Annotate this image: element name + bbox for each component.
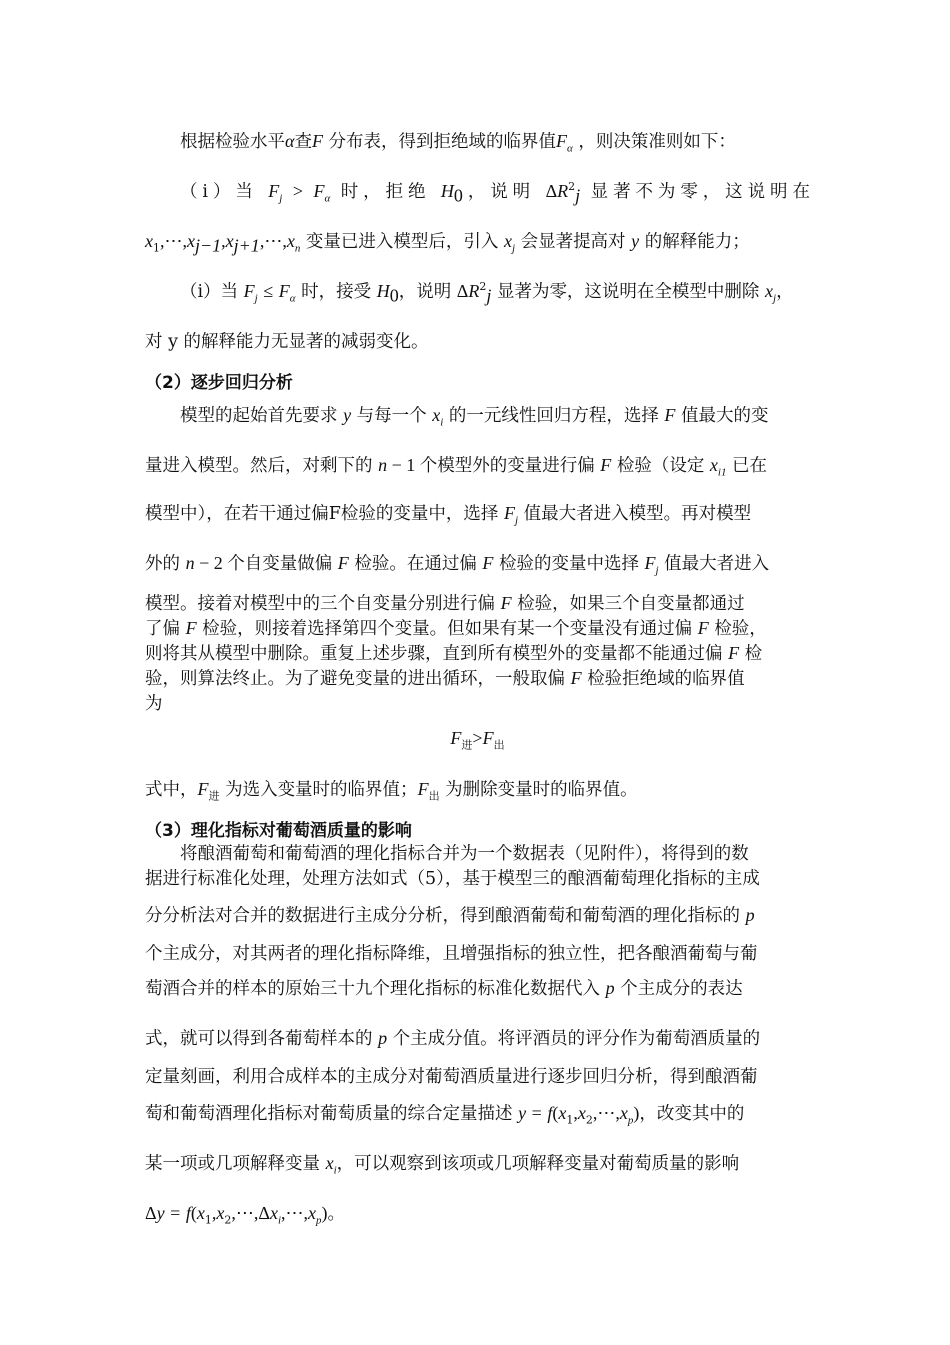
paragraph-line: 验，则算法终止。为了避免变量的进出循环，一般取偏 F 检验拒绝域的临界值 bbox=[145, 668, 745, 689]
paragraph-line: 模型中），在若干通过偏F检验的变量中，选择 $F_j$ 值最大者进入模型。再对模型 bbox=[145, 503, 752, 527]
paragraph-line: 对 y 的解释能力无显著的减弱变化。 bbox=[145, 332, 429, 352]
paragraph-line: 式中，$F_进$ 为选入变量时的临界值；$F_出$ 为删除变量时的临界值。 bbox=[145, 779, 638, 803]
paragraph-line: （ⅰ）当 $F_j > F_\alpha$ 时，拒绝 $H_0$，说明 $\Delta R^2_j$ 显著不为零，这说明在 bbox=[180, 180, 810, 206]
equation: $\Delta y = f(x_1,x_2,\cdots,\Delta x_i,\cdots,x_p)$。 bbox=[145, 1203, 346, 1227]
paragraph-line: 量进入模型。然后，对剩下的 n − 1 个模型外的变量进行偏 F 检验（设定 $x_{i1}$ 已在 bbox=[145, 455, 768, 479]
section-heading: （3）理化指标对葡萄酒质量的影响 bbox=[145, 821, 412, 841]
paragraph-line: 将酿酒葡萄和葡萄酒的理化指标合并为一个数据表（见附件），将得到的数 bbox=[180, 844, 749, 864]
paragraph-line: 则将其从模型中删除。重复上述步骤，直到所有模型外的变量都不能通过偏 F 检 bbox=[145, 643, 763, 664]
paragraph-line: 某一项或几项解释变量 $x_i$，可以观察到该项或几项解释变量对葡萄质量的影响 bbox=[145, 1153, 740, 1177]
paragraph-line: $x_1,\cdots,x_{j-1},x_{j+1},\cdots,x_n$ 变量已进入模型后，引入 $x_j$ 会显著提高对 y 的解释能力； bbox=[145, 231, 750, 256]
paragraph-line: 外的 n − 2 个自变量做偏 F 检验。在通过偏 F 检验的变量中选择 $F_j$ 值最大者进入 bbox=[145, 553, 770, 577]
paragraph-line: 定量刻画，利用合成样本的主成分对葡萄酒质量进行逐步回归分析，得到酿酒葡 bbox=[145, 1067, 758, 1087]
paragraph-line: 根据检验水平α查F 分布表，得到拒绝域的临界值$F_\alpha$ ，则决策准则如下： bbox=[180, 131, 736, 155]
paragraph-line: 模型的起始首先要求 y 与每一个 $x_i$ 的一元线性回归方程，选择 F 值最大的变 bbox=[180, 405, 769, 429]
paragraph-line: 了偏 F 检验，则接着选择第四个变量。但如果有某一个变量没有通过偏 F 检验， bbox=[145, 618, 767, 639]
paragraph-line: 为 bbox=[145, 694, 163, 714]
paragraph-line: 萄酒合并的样本的原始三十九个理化指标的标准化数据代入 p 个主成分的表达 bbox=[145, 978, 743, 999]
paragraph-line: 式，就可以得到各葡萄样本的 p 个主成分值。将评酒员的评分作为葡萄酒质量的 bbox=[145, 1028, 761, 1049]
paragraph-line: 模型。接着对模型中的三个自变量分别进行偏 F 检验，如果三个自变量都通过 bbox=[145, 593, 745, 614]
equation: $F_进>F_出$ bbox=[450, 728, 505, 752]
paragraph-line: 萄和葡萄酒理化指标对葡萄质量的综合定量描述 $y = f(x_1,x_2,\cdots,x_p)$，改变其中的 bbox=[145, 1103, 745, 1127]
paragraph-line: 个主成分，对其两者的理化指标降维，且增强指标的独立性，把各酿酒葡萄与葡 bbox=[145, 944, 758, 964]
section-heading: （2）逐步回归分析 bbox=[145, 373, 293, 393]
paragraph-line: （ⅰ）当 $F_j \le F_\alpha$ 时，接受 $H_0$，说明 $\Delta R^2_j$ 显著为零，这说明在全模型中删除 $x_j$， bbox=[180, 280, 794, 306]
paragraph-line: 分分析法对合并的数据进行主成分分析，得到酿酒葡萄和葡萄酒的理化指标的 p bbox=[145, 905, 755, 926]
paragraph-line: 据进行标准化处理，处理方法如式（5），基于模型三的酿酒葡萄理化指标的主成 bbox=[145, 869, 760, 889]
